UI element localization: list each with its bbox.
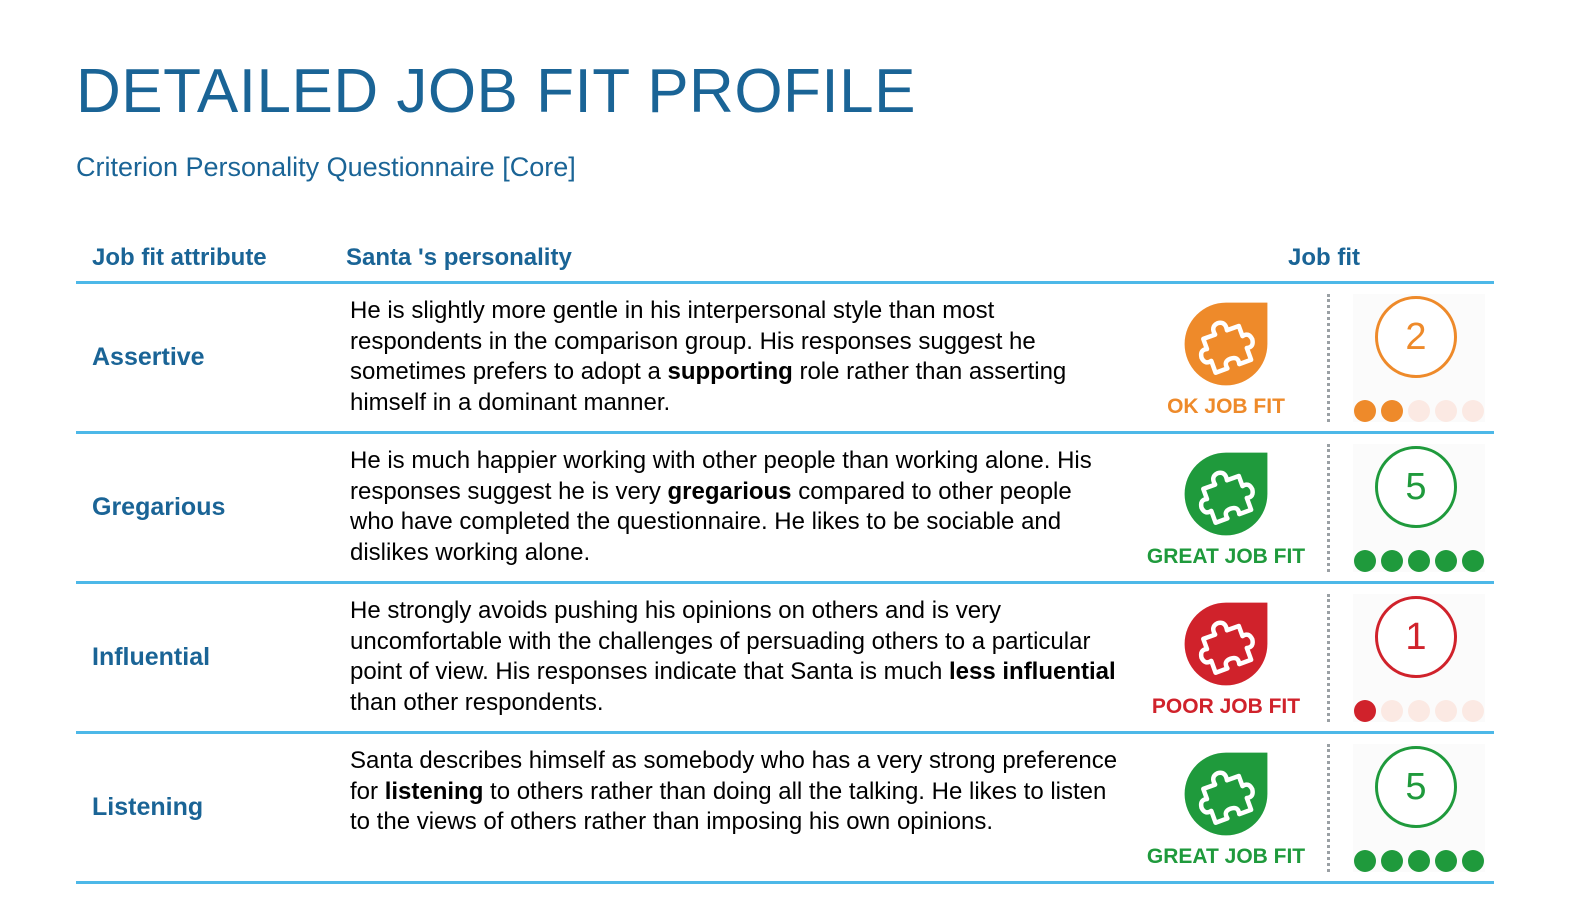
score-dots	[1353, 550, 1485, 572]
description-text: Santa describes himself as somebody who has a very strong preference for	[350, 747, 1118, 805]
score-dot-filled	[1381, 850, 1403, 872]
personality-description	[350, 296, 1118, 418]
score-circle: 5	[1375, 446, 1457, 528]
job-fit-label: GREAT JOB FIT	[1146, 545, 1306, 568]
personality-description	[350, 596, 1118, 718]
attribute-name: Gregarious	[92, 493, 226, 521]
score-dots	[1353, 400, 1485, 422]
puzzle-piece-icon	[1181, 299, 1271, 389]
job-fit-label: GREAT JOB FIT	[1146, 845, 1306, 868]
puzzle-piece-icon	[1181, 449, 1271, 539]
score-dot-filled	[1354, 550, 1376, 572]
table-row-gregarious	[76, 434, 1494, 581]
column-header-job-fit: Job fit	[1288, 244, 1360, 271]
table-row-assertive	[76, 284, 1494, 431]
description-text: than other respondents.	[350, 688, 604, 716]
puzzle-piece-icon	[1181, 749, 1271, 839]
description-text: He is much happier working with other people than working alone. His responses suggest he is very	[350, 447, 1092, 505]
job-fit-label: OK JOB FIT	[1167, 395, 1285, 418]
score-dot-filled	[1462, 550, 1484, 572]
score-dot-empty	[1462, 700, 1484, 722]
score-dot-filled	[1408, 850, 1430, 872]
puzzle-piece-icon	[1181, 599, 1271, 689]
score-dot-empty	[1462, 400, 1484, 422]
score-dots	[1353, 700, 1485, 722]
score-dots	[1353, 850, 1485, 872]
page-subtitle: Criterion Personality Questionnaire [Core]	[76, 152, 576, 182]
table-row-influential	[76, 584, 1494, 731]
column-header-personality: Santa 's personality	[346, 244, 572, 271]
score-dot-filled	[1354, 700, 1376, 722]
score-dot-filled	[1435, 550, 1457, 572]
emphasis-text: listening	[384, 777, 484, 805]
personality-description	[350, 746, 1118, 838]
divider	[1327, 444, 1330, 572]
job-fit-label: POOR JOB FIT	[1151, 695, 1301, 718]
score-dot-empty	[1435, 700, 1457, 722]
score-dot-filled	[1462, 850, 1484, 872]
score-dot-empty	[1381, 700, 1403, 722]
score-dot-filled	[1408, 550, 1430, 572]
description-text: He strongly avoids pushing his opinions on others and is very uncomfortable with the challenges of persuading others to a particular point of view. His responses indicate that Santa is much	[350, 597, 1091, 685]
divider	[1327, 744, 1330, 872]
score-dot-filled	[1381, 550, 1403, 572]
divider	[1327, 594, 1330, 722]
score-dot-empty	[1408, 700, 1430, 722]
description-text: to others rather than doing all the talking. He likes to listen to the views of others rather than imposing his own opinions.	[350, 777, 1107, 835]
score-circle: 2	[1375, 296, 1457, 378]
description-text: He is slightly more gentle in his interpersonal style than most respondents in the comparison group. His responses suggest he sometimes prefers to adopt a	[350, 297, 1036, 385]
description-text: role rather than asserting himself in a dominant manner.	[350, 358, 1067, 416]
score-dot-filled	[1354, 400, 1376, 422]
attribute-name: Listening	[92, 793, 204, 821]
emphasis-text: less influential	[948, 658, 1116, 685]
score-dot-empty	[1435, 400, 1457, 422]
score-circle: 1	[1375, 596, 1457, 678]
attribute-name: Influential	[92, 643, 211, 671]
score-dot-empty	[1408, 400, 1430, 422]
row-divider	[76, 881, 1494, 884]
table-row-listening	[76, 734, 1494, 881]
score-dot-filled	[1435, 850, 1457, 872]
attribute-name: Assertive	[92, 343, 205, 371]
description-text: compared to other people who have completed the questionnaire. He likes to be sociable and dislikes working alone.	[350, 477, 1072, 566]
page-title: DETAILED JOB FIT PROFILE	[76, 57, 916, 126]
divider	[1327, 294, 1330, 422]
score-dot-filled	[1381, 400, 1403, 422]
score-circle: 5	[1375, 746, 1457, 828]
emphasis-text: gregarious	[667, 477, 792, 505]
personality-description	[350, 446, 1118, 568]
score-dot-filled	[1354, 850, 1376, 872]
emphasis-text: supporting	[667, 358, 793, 385]
column-header-attribute: Job fit attribute	[92, 244, 267, 271]
